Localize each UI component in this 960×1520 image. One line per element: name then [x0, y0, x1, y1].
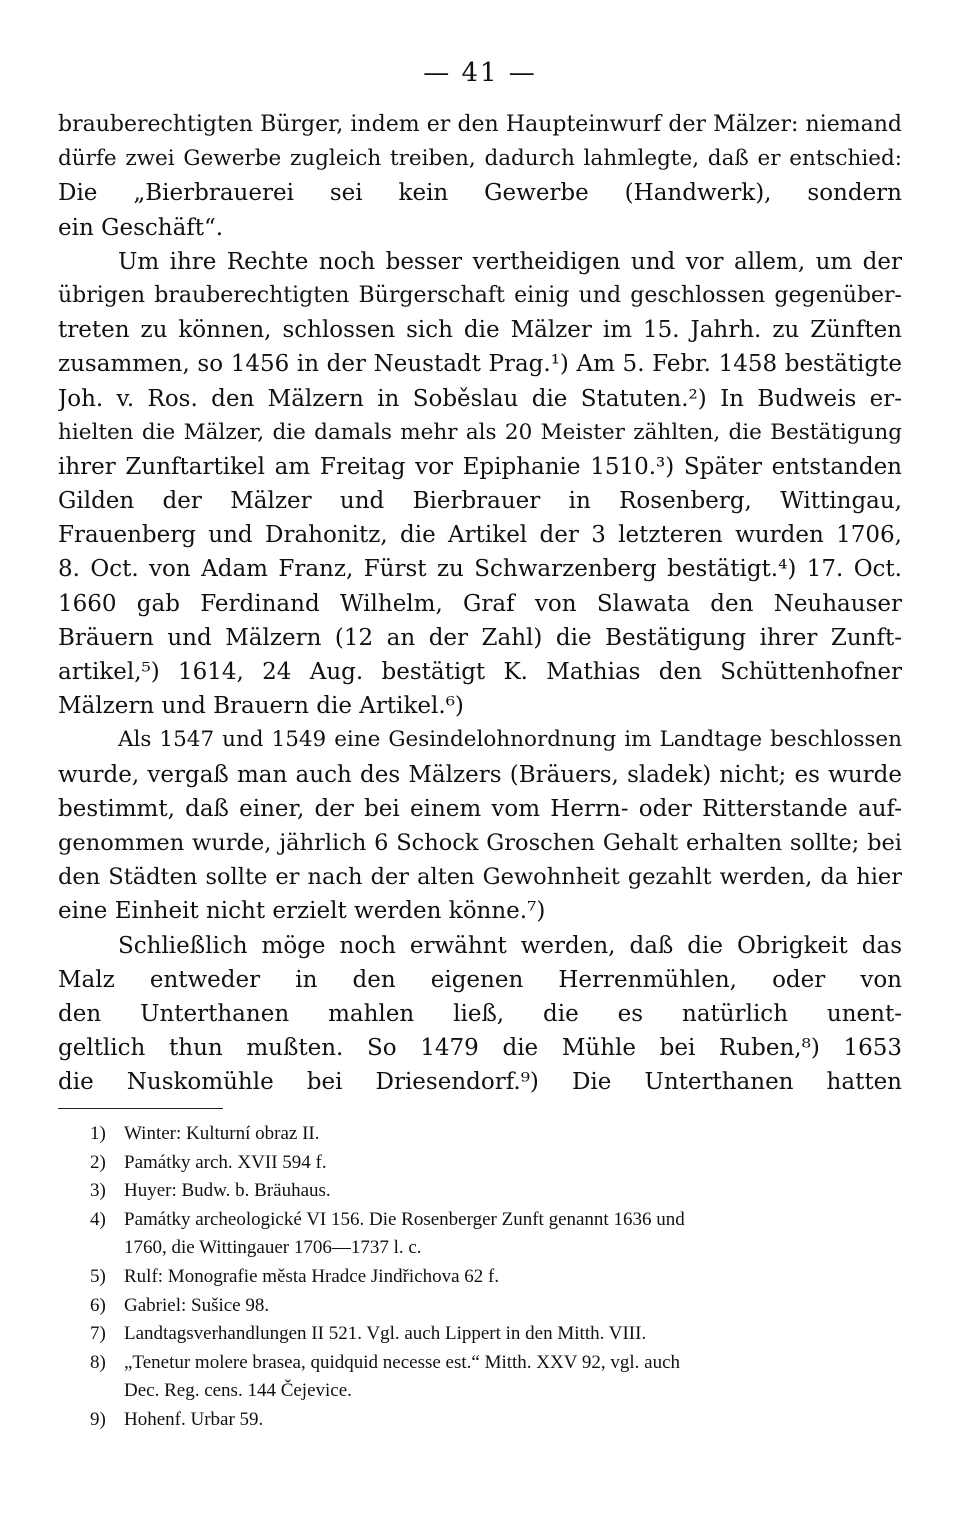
body-line: Joh. v. Ros. den Mälzern in Soběslau die Statuten.²) In Budweis er- [58, 385, 902, 412]
footnote [90, 1349, 902, 1378]
footnote-number: 8) [90, 1351, 106, 1373]
body-line: treten zu können, schlossen sich die Mälzer im 15. Jahrh. zu Zünften [58, 317, 902, 344]
body-line: geltlich thun mußten. So 1479 die Mühle bei Ruben,⁸) 1653 [58, 1035, 902, 1062]
footnote-number: 3) [90, 1180, 106, 1202]
footnote-continuation [90, 1377, 902, 1406]
body-line: den Unterthanen mahlen ließ, die es natürlich unent- [58, 1000, 902, 1027]
body-line: wurde, vergaß man auch des Mälzers (Bräuers, sladek) nicht; es wurde [58, 761, 902, 788]
footnote-text: Rulf: Monografie města Hradce Jindřichova 62 f. [124, 1265, 500, 1287]
body-line: 1660 gab Ferdinand Wilhelm, Graf von Slawata den Neuhauser [58, 590, 902, 617]
body-line: Frauenberg und Drahonitz, die Artikel der 3 letzteren wurden 1706, [58, 522, 902, 549]
body-line: genommen wurde, jährlich 6 Schock Groschen Gehalt erhalten sollte; bei [58, 829, 902, 856]
footnote [90, 1206, 902, 1235]
body-line: die Nuskomühle bei Driesendorf.⁹) Die Unterthanen hatten [58, 1069, 902, 1096]
body-line: den Städten sollte er nach der alten Gewohnheit gezahlt werden, da hier [58, 864, 902, 891]
footnote-number: 9) [90, 1408, 106, 1430]
body-line: Gilden der Mälzer und Bierbrauer in Rosenberg, Wittingau, [58, 488, 902, 515]
footnote-text: Hohenf. Urbar 59. [124, 1408, 264, 1430]
footnote-text: Huyer: Budw. b. Bräuhaus. [124, 1180, 331, 1202]
body-line: Malz entweder in den eigenen Herrenmühlen, oder von [58, 966, 902, 993]
footnote-number: 2) [90, 1151, 106, 1173]
footnote [90, 1292, 902, 1321]
footnote-continuation [90, 1234, 902, 1263]
footnote [90, 1177, 902, 1206]
body-line: 8. Oct. von Adam Franz, Fürst zu Schwarzenberg bestätigt.⁴) 17. Oct. [58, 556, 902, 583]
body-line: zusammen, so 1456 in der Neustadt Prag.¹) Am 5. Febr. 1458 bestätigte [58, 351, 902, 378]
footnote-number: 6) [90, 1294, 106, 1316]
body-line: hielten die Mälzer, die damals mehr als 20 Meister zählten, die Bestätigung [58, 419, 902, 445]
body-line: ein Geschäft“. [58, 214, 224, 241]
footnote-number: 4) [90, 1208, 106, 1230]
footnote-text: Památky arch. XVII 594 f. [124, 1151, 327, 1173]
footnote-text: „Tenetur molere brasea, quidquid necesse est.“ Mitth. XXV 92, vgl. auch [124, 1351, 681, 1373]
footnote-text: Landtagsverhandlungen II 521. Vgl. auch Lippert in den Mitth. VIII. [124, 1323, 647, 1345]
body-line: Bräuern und Mälzern (12 an der Zahl) die Bestätigung ihrer Zunft- [58, 624, 902, 651]
body-text [58, 108, 902, 1099]
footnote [90, 1320, 902, 1349]
body-line: Als 1547 und 1549 eine Gesindelohnordnung im Landtage beschlossen [118, 727, 902, 753]
footnote-text: Winter: Kulturní obraz II. [124, 1123, 320, 1144]
body-line: Um ihre Rechte noch besser vertheidigen und vor allem, um der [118, 248, 902, 275]
footnote-text: Dec. Reg. cens. 144 Čejevice. [124, 1380, 352, 1402]
footnote [90, 1263, 902, 1292]
footnote-text: Památky archeologické VI 156. Die Rosenberger Zunft genannt 1636 und [124, 1208, 685, 1230]
body-line: eine Einheit nicht erzielt werden könne.⁷) [58, 898, 546, 925]
footnote [90, 1406, 902, 1435]
body-line: übrigen brauberechtigten Bürgerschaft einig und geschlossen gegenüber- [58, 282, 902, 308]
footnote-number: 7) [90, 1323, 106, 1345]
footnote-text: Gabriel: Sušice 98. [124, 1294, 270, 1316]
page-number: — 41 — [423, 58, 537, 88]
footnotes [90, 1120, 902, 1435]
body-line: ihrer Zunftartikel am Freitag vor Epiphanie 1510.³) Später entstanden [58, 453, 902, 480]
body-line: Die „Bierbrauerei sei kein Gewerbe (Handwerk), sondern [58, 180, 902, 207]
footnote-number: 1) [90, 1123, 106, 1144]
footnote-divider [58, 1108, 223, 1109]
body-line: Mälzern und Brauern die Artikel.⁶) [58, 693, 464, 720]
body-line: artikel,⁵) 1614, 24 Aug. bestätigt K. Mathias den Schüttenhofner [58, 659, 902, 685]
body-line: bestimmt, daß einer, der bei einem vom Herrn- oder Ritterstande auf- [58, 795, 902, 822]
body-line: Schließlich möge noch erwähnt werden, daß die Obrigkeit das [118, 932, 902, 959]
footnote [90, 1149, 902, 1178]
footnote-number: 5) [90, 1265, 106, 1287]
body-line: brauberechtigten Bürger, indem er den Haupteinwurf der Mälzer: niemand [58, 112, 902, 137]
footnote [90, 1120, 902, 1149]
footnote-text: 1760, die Wittingauer 1706—1737 l. c. [124, 1237, 422, 1259]
body-line: dürfe zwei Gewerbe zugleich treiben, dadurch lahmlegte, daß er entschied: [58, 146, 902, 172]
